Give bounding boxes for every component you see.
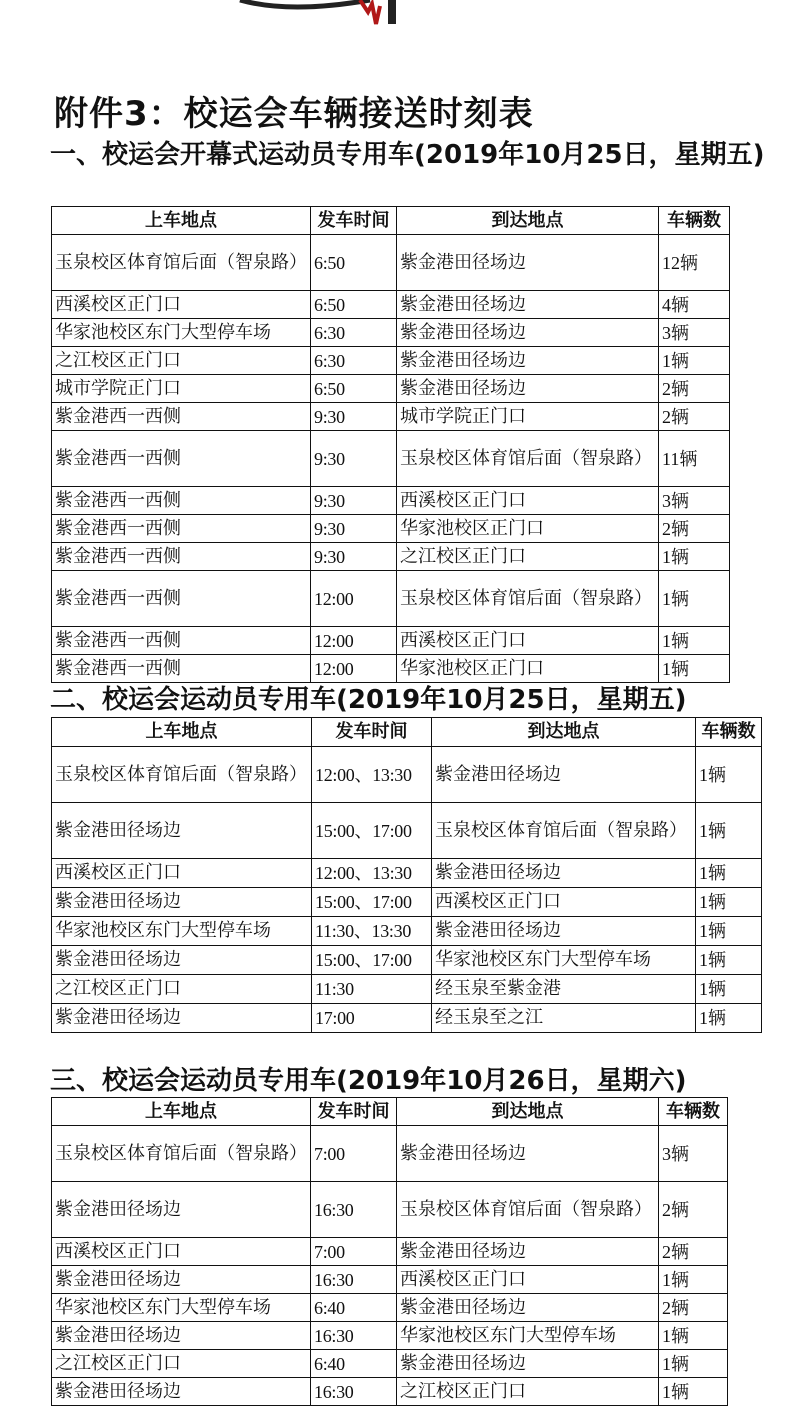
cell-count: 1辆: [696, 888, 762, 917]
cell-count: 2辆: [659, 375, 730, 403]
cell-count: 1辆: [659, 1350, 728, 1378]
table-row: [52, 515, 730, 543]
table-row: [52, 571, 730, 627]
cell-from: 之江校区正门口: [52, 975, 312, 1004]
table-row: [52, 1294, 728, 1322]
cell-from: 紫金港西一西侧: [52, 571, 311, 627]
cell-to: 玉泉校区体育馆后面（智泉路）: [397, 431, 659, 487]
cell-time: 17:00: [312, 1004, 432, 1033]
header-count: 车辆数: [659, 207, 730, 235]
cell-from: 之江校区正门口: [52, 347, 311, 375]
cell-to: 西溪校区正门口: [397, 487, 659, 515]
cell-from: 紫金港西一西侧: [52, 431, 311, 487]
header-from: 上车地点: [52, 207, 311, 235]
cell-count: 12辆: [659, 235, 730, 291]
cell-from: 紫金港西一西侧: [52, 627, 311, 655]
cell-to: 之江校区正门口: [397, 543, 659, 571]
cell-from: 紫金港田径场边: [52, 1182, 311, 1238]
table-row: [52, 1126, 728, 1182]
emblem-fragment: [200, 0, 620, 30]
cell-to: 玉泉校区体育馆后面（智泉路）: [397, 1182, 659, 1238]
cell-from: 紫金港田径场边: [52, 1266, 311, 1294]
cell-time: 12:00: [311, 655, 397, 683]
cell-time: 6:30: [311, 347, 397, 375]
cell-time: 9:30: [311, 403, 397, 431]
header-to: 到达地点: [397, 1098, 659, 1126]
table-row: [52, 1004, 762, 1033]
cell-from: 华家池校区东门大型停车场: [52, 319, 311, 347]
table-header-row: [52, 1098, 728, 1126]
cell-count: 1辆: [696, 803, 762, 859]
cell-from: 华家池校区东门大型停车场: [52, 917, 312, 946]
cell-time: 12:00: [311, 571, 397, 627]
cell-from: 紫金港田径场边: [52, 1004, 312, 1033]
cell-from: 紫金港田径场边: [52, 946, 312, 975]
table-row: [52, 946, 762, 975]
cell-from: 紫金港田径场边: [52, 1378, 311, 1406]
cell-time: 6:40: [311, 1350, 397, 1378]
cell-time: 7:00: [311, 1238, 397, 1266]
table-row: [52, 888, 762, 917]
table-row: [52, 319, 730, 347]
cell-to: 华家池校区东门大型停车场: [397, 1322, 659, 1350]
cell-to: 紫金港田径场边: [397, 235, 659, 291]
cell-time: 16:30: [311, 1266, 397, 1294]
table-row: [52, 347, 730, 375]
page-title: 附件3：校运会车辆接送时刻表: [54, 94, 534, 134]
header-count: 车辆数: [696, 718, 762, 747]
table-row: [52, 1322, 728, 1350]
cell-count: 1辆: [659, 1322, 728, 1350]
cell-to: 华家池校区正门口: [397, 515, 659, 543]
cell-to: 紫金港田径场边: [397, 347, 659, 375]
table-row: [52, 375, 730, 403]
cell-count: 1辆: [659, 571, 730, 627]
cell-from: 玉泉校区体育馆后面（智泉路）: [52, 1126, 311, 1182]
cell-to: 西溪校区正门口: [397, 1266, 659, 1294]
table-row: [52, 1378, 728, 1406]
section-1-title: 一、校运会开幕式运动员专用车(2019年10月25日，星期五): [50, 140, 765, 170]
cell-to: 经玉泉至之江: [432, 1004, 696, 1033]
header-to: 到达地点: [432, 718, 696, 747]
table-row: [52, 487, 730, 515]
cell-from: 紫金港西一西侧: [52, 487, 311, 515]
schedule-table-1: [51, 206, 730, 683]
table-row: [52, 1266, 728, 1294]
cell-time: 9:30: [311, 543, 397, 571]
cell-count: 4辆: [659, 291, 730, 319]
table-row: [52, 803, 762, 859]
header-from: 上车地点: [52, 718, 312, 747]
cell-to: 之江校区正门口: [397, 1378, 659, 1406]
table-row: [52, 975, 762, 1004]
table-row: [52, 403, 730, 431]
cell-count: 1辆: [659, 655, 730, 683]
cell-to: 紫金港田径场边: [397, 1350, 659, 1378]
cell-count: 3辆: [659, 1126, 728, 1182]
header-count: 车辆数: [659, 1098, 728, 1126]
table-row: [52, 859, 762, 888]
cell-count: 1辆: [696, 859, 762, 888]
table-row: [52, 431, 730, 487]
cell-time: 11:30: [312, 975, 432, 1004]
section-3-title: 三、校运会运动员专用车(2019年10月26日，星期六): [50, 1066, 687, 1096]
header-time: 发车时间: [311, 1098, 397, 1126]
cell-time: 16:30: [311, 1378, 397, 1406]
section-2-title: 二、校运会运动员专用车(2019年10月25日，星期五): [50, 685, 687, 715]
cell-from: 玉泉校区体育馆后面（智泉路）: [52, 235, 311, 291]
cell-to: 紫金港田径场边: [397, 1126, 659, 1182]
cell-from: 西溪校区正门口: [52, 291, 311, 319]
cell-time: 7:00: [311, 1126, 397, 1182]
cell-time: 12:00: [311, 627, 397, 655]
cell-to: 紫金港田径场边: [432, 747, 696, 803]
cell-from: 西溪校区正门口: [52, 1238, 311, 1266]
schedule-table-2: [51, 717, 762, 1033]
cell-time: 9:30: [311, 515, 397, 543]
cell-time: 9:30: [311, 431, 397, 487]
cell-from: 紫金港西一西侧: [52, 655, 311, 683]
table-row: [52, 747, 762, 803]
cell-count: 3辆: [659, 319, 730, 347]
table-row: [52, 1182, 728, 1238]
cell-to: 紫金港田径场边: [397, 1238, 659, 1266]
table-row: [52, 655, 730, 683]
table-row: [52, 1238, 728, 1266]
cell-count: 1辆: [659, 627, 730, 655]
cell-time: 12:00、13:30: [312, 859, 432, 888]
cell-to: 经玉泉至紫金港: [432, 975, 696, 1004]
cell-time: 6:40: [311, 1294, 397, 1322]
header-time: 发车时间: [312, 718, 432, 747]
cell-count: 1辆: [659, 1378, 728, 1406]
table-row: [52, 235, 730, 291]
cell-from: 紫金港田径场边: [52, 888, 312, 917]
cell-count: 1辆: [659, 347, 730, 375]
table-header-row: [52, 718, 762, 747]
cell-to: 紫金港田径场边: [397, 319, 659, 347]
cell-from: 紫金港西一西侧: [52, 403, 311, 431]
cell-from: 之江校区正门口: [52, 1350, 311, 1378]
cell-from: 紫金港西一西侧: [52, 543, 311, 571]
cell-to: 西溪校区正门口: [432, 888, 696, 917]
cell-count: 2辆: [659, 403, 730, 431]
header-from: 上车地点: [52, 1098, 311, 1126]
cell-from: 西溪校区正门口: [52, 859, 312, 888]
cell-from: 紫金港西一西侧: [52, 515, 311, 543]
cell-time: 11:30、13:30: [312, 917, 432, 946]
cell-to: 紫金港田径场边: [397, 291, 659, 319]
cell-count: 2辆: [659, 1294, 728, 1322]
cell-time: 15:00、17:00: [312, 803, 432, 859]
cell-from: 紫金港田径场边: [52, 1322, 311, 1350]
cell-count: 1辆: [696, 917, 762, 946]
cell-to: 华家池校区东门大型停车场: [432, 946, 696, 975]
cell-count: 2辆: [659, 1182, 728, 1238]
header-to: 到达地点: [397, 207, 659, 235]
cell-to: 紫金港田径场边: [397, 1294, 659, 1322]
table-row: [52, 1350, 728, 1378]
cell-to: 紫金港田径场边: [397, 375, 659, 403]
cell-time: 6:30: [311, 319, 397, 347]
table-row: [52, 291, 730, 319]
table-row: [52, 543, 730, 571]
cell-to: 华家池校区正门口: [397, 655, 659, 683]
table-row: [52, 917, 762, 946]
table-row: [52, 627, 730, 655]
header-time: 发车时间: [311, 207, 397, 235]
cell-from: 玉泉校区体育馆后面（智泉路）: [52, 747, 312, 803]
cell-from: 城市学院正门口: [52, 375, 311, 403]
cell-time: 15:00、17:00: [312, 946, 432, 975]
table-header-row: [52, 207, 730, 235]
cell-count: 11辆: [659, 431, 730, 487]
cell-count: 1辆: [696, 1004, 762, 1033]
cell-time: 9:30: [311, 487, 397, 515]
cell-count: 1辆: [659, 1266, 728, 1294]
cell-time: 6:50: [311, 235, 397, 291]
cell-time: 15:00、17:00: [312, 888, 432, 917]
cell-time: 12:00、13:30: [312, 747, 432, 803]
cell-from: 华家池校区东门大型停车场: [52, 1294, 311, 1322]
cell-count: 1辆: [696, 747, 762, 803]
cell-count: 1辆: [696, 975, 762, 1004]
cell-from: 紫金港田径场边: [52, 803, 312, 859]
cell-time: 16:30: [311, 1182, 397, 1238]
cell-count: 2辆: [659, 1238, 728, 1266]
cell-to: 紫金港田径场边: [432, 917, 696, 946]
cell-count: 3辆: [659, 487, 730, 515]
schedule-table-3: [51, 1097, 728, 1406]
cell-count: 2辆: [659, 515, 730, 543]
cell-time: 6:50: [311, 291, 397, 319]
cell-count: 1辆: [696, 946, 762, 975]
cell-to: 西溪校区正门口: [397, 627, 659, 655]
cell-to: 城市学院正门口: [397, 403, 659, 431]
cell-to: 玉泉校区体育馆后面（智泉路）: [397, 571, 659, 627]
cell-to: 紫金港田径场边: [432, 859, 696, 888]
cell-to: 玉泉校区体育馆后面（智泉路）: [432, 803, 696, 859]
cell-count: 1辆: [659, 543, 730, 571]
cell-time: 6:50: [311, 375, 397, 403]
cell-time: 16:30: [311, 1322, 397, 1350]
